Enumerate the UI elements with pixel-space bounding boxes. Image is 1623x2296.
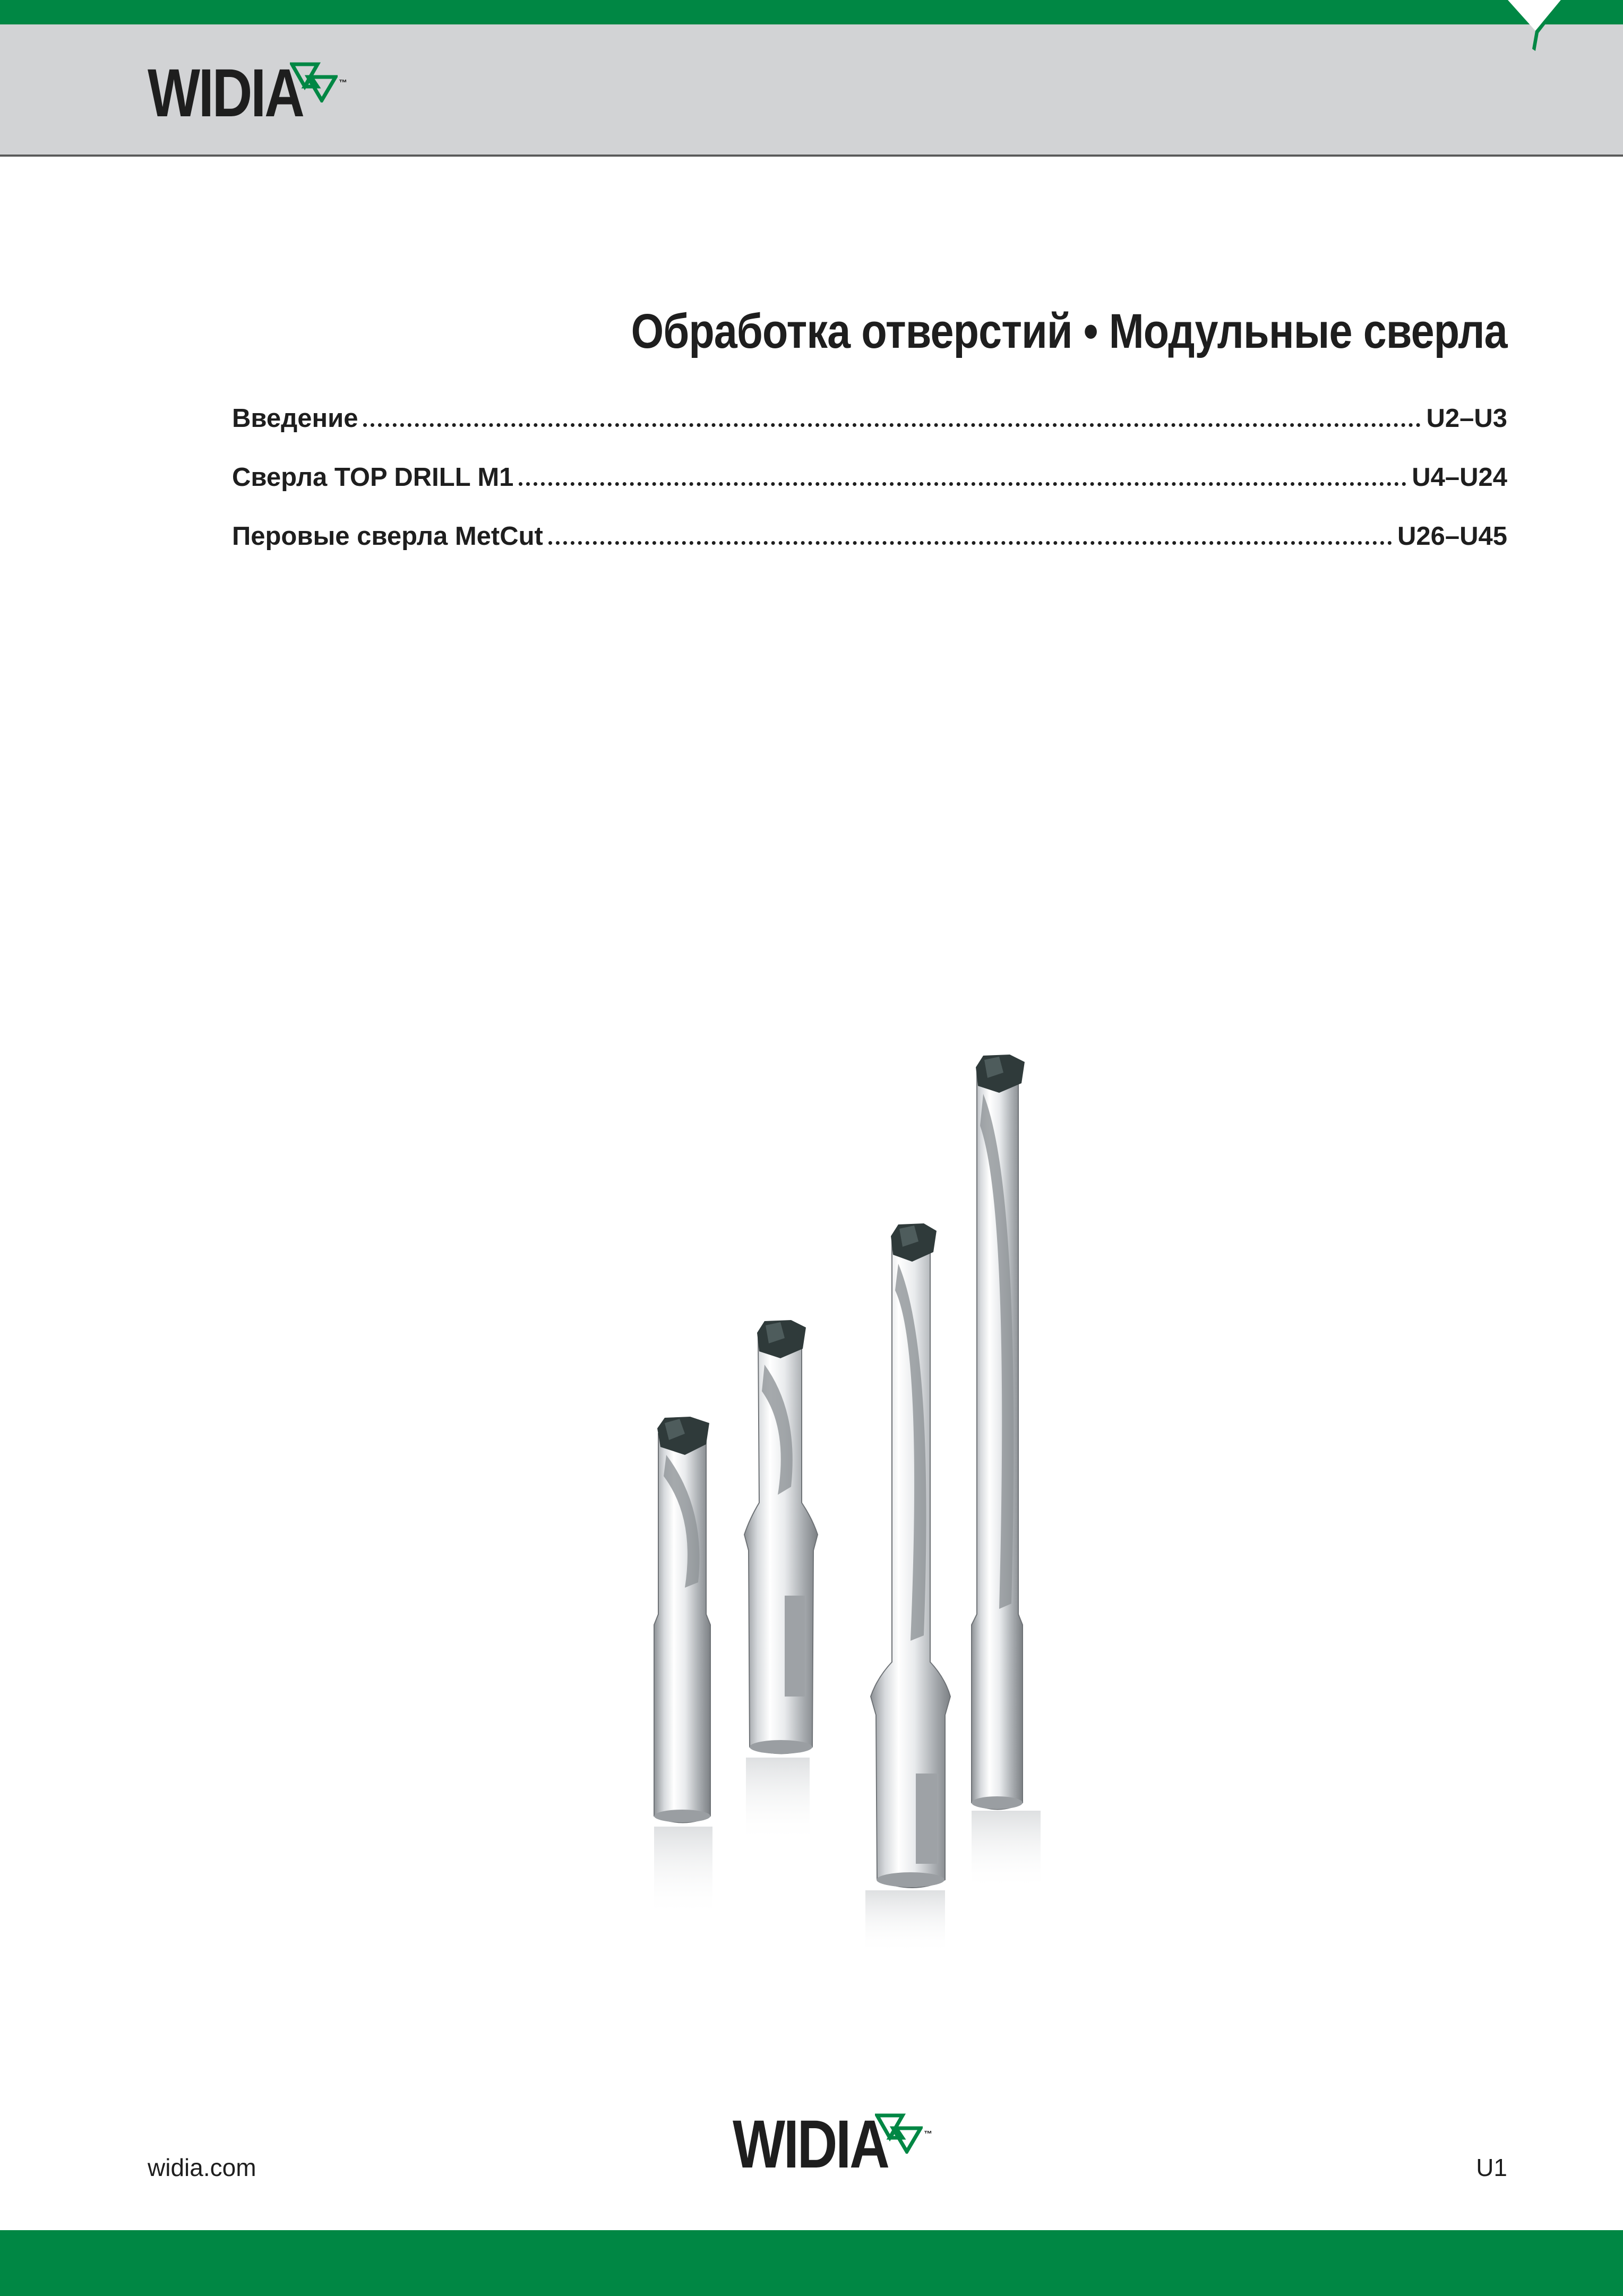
header-logo-wordmark: WIDIA <box>148 55 303 131</box>
footer-logo[interactable] <box>733 2106 945 2185</box>
footer-logo-wordmark: WIDIA <box>733 2106 888 2182</box>
drill-3 <box>865 1223 950 1954</box>
toc-leader-dots <box>548 541 1392 545</box>
toc-item-introduction[interactable] <box>232 404 1507 462</box>
toc-item-top-drill-m1[interactable] <box>232 462 1507 521</box>
drill-1 <box>654 1417 712 1917</box>
toc-item-label: Перовые сверла MetCut <box>232 522 543 551</box>
modular-drills-icon <box>605 1051 1062 1954</box>
toc-item-label: Сверла TOP DRILL M1 <box>232 463 514 492</box>
corner-tab-icon <box>1508 0 1572 53</box>
footer-logo-tm: ™ <box>924 2130 932 2139</box>
header-logo-tm: ™ <box>339 79 347 88</box>
toc-item-pages: U2–U3 <box>1426 404 1507 433</box>
bottom-green-bar <box>0 2230 1623 2296</box>
page-number: U1 <box>1476 2154 1507 2181</box>
widia-triangle-logo-icon <box>875 2112 923 2154</box>
widia-triangle-logo-icon <box>290 61 338 102</box>
table-of-contents <box>232 404 1507 580</box>
top-green-bar <box>0 0 1623 24</box>
toc-item-metcut[interactable] <box>232 521 1507 580</box>
toc-item-pages: U4–U24 <box>1412 463 1507 492</box>
page-title: Обработка отверстий • Модульные сверла <box>631 304 1507 358</box>
drill-4 <box>972 1055 1041 1890</box>
drill-2 <box>744 1320 818 1843</box>
toc-leader-dots <box>363 423 1421 427</box>
toc-item-pages: U26–U45 <box>1397 522 1507 551</box>
toc-item-label: Введение <box>232 404 358 433</box>
header-logo[interactable] <box>148 55 360 134</box>
footer-website-link[interactable]: widia.com <box>148 2154 256 2181</box>
toc-leader-dots <box>519 482 1406 486</box>
